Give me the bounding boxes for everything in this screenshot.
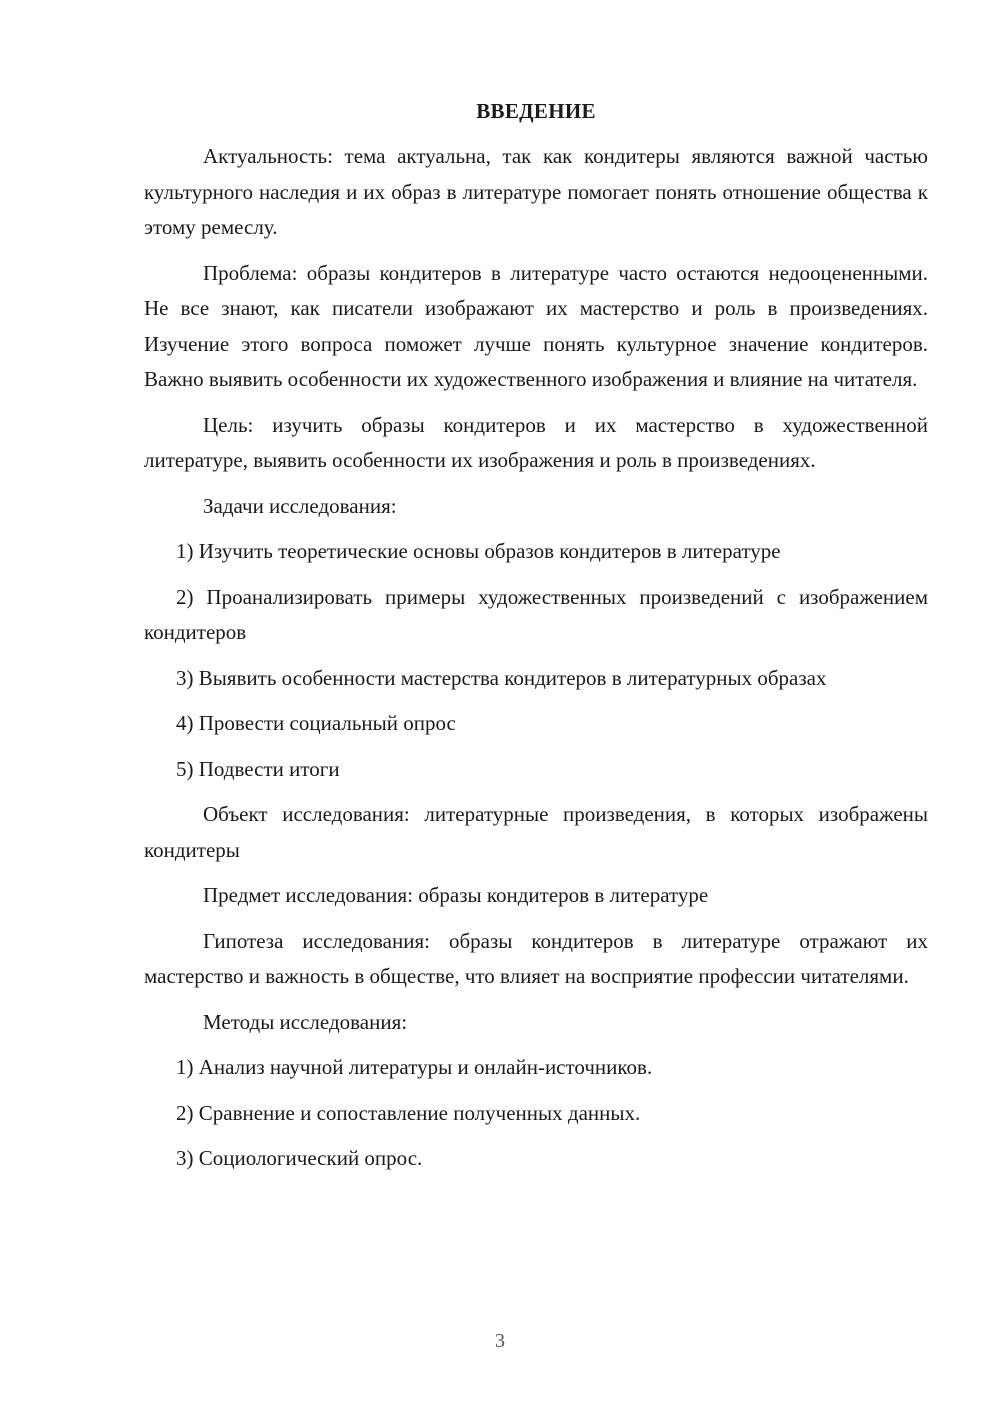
task-item: 5) Подвести итоги [176,756,340,781]
method-item: 2) Сравнение и сопоставление полученных данных. [176,1100,641,1125]
document-page [144,94,928,1187]
methods-heading: Методы исследования: [203,1009,408,1034]
task-item: 2) Проанализировать примеры художественных произведений с изображением кондитеров [144,584,928,644]
method-item: 3) Социологический опрос. [176,1146,423,1170]
goal-paragraph: Цель: изучить образы кондитеров и их мастерство в художественной литературе, выявить особенности их изображения и роль в произведениях. [144,412,928,472]
tasks-heading: Задачи исследования: [203,493,397,518]
relevance-paragraph: Актуальность: тема актуальна, так как кондитеры являются важной частью культурного наследия и их образ в литературе помогает понять отношение общества к этому ремеслу. [144,144,928,239]
subject-paragraph: Предмет исследования: образы кондитеров в литературе [203,883,709,907]
task-item: 4) Провести социальный опрос [176,711,456,735]
task-item: 1) Изучить теоретические основы образов кондитеров в литературе [176,539,781,563]
object-paragraph: Объект исследования: литературные произведения, в которых изображены кондитеры [144,802,928,862]
method-item: 1) Анализ научной литературы и онлайн-источников. [176,1055,653,1079]
hypothesis-paragraph: Гипотеза исследования: образы кондитеров в литературе отражают их мастерство и важность в обществе, что влияет на восприятие профессии читателями. [144,928,928,988]
page-number: 3 [495,1330,505,1352]
task-item: 3) Выявить особенности мастерства кондитеров в литературных образах [176,665,827,690]
page-title: ВВЕДЕНИЕ [476,99,596,123]
problem-paragraph: Проблема: образы кондитеров в литературе часто остаются недооцененными. Не все знают, как писатели изображают их мастерство и роль в произведениях. Изучение этого вопроса поможет лучше понять культурное значение кондитеров. Важно выявить особенности их художественного изображения и влияние на читателя. [144,260,928,391]
